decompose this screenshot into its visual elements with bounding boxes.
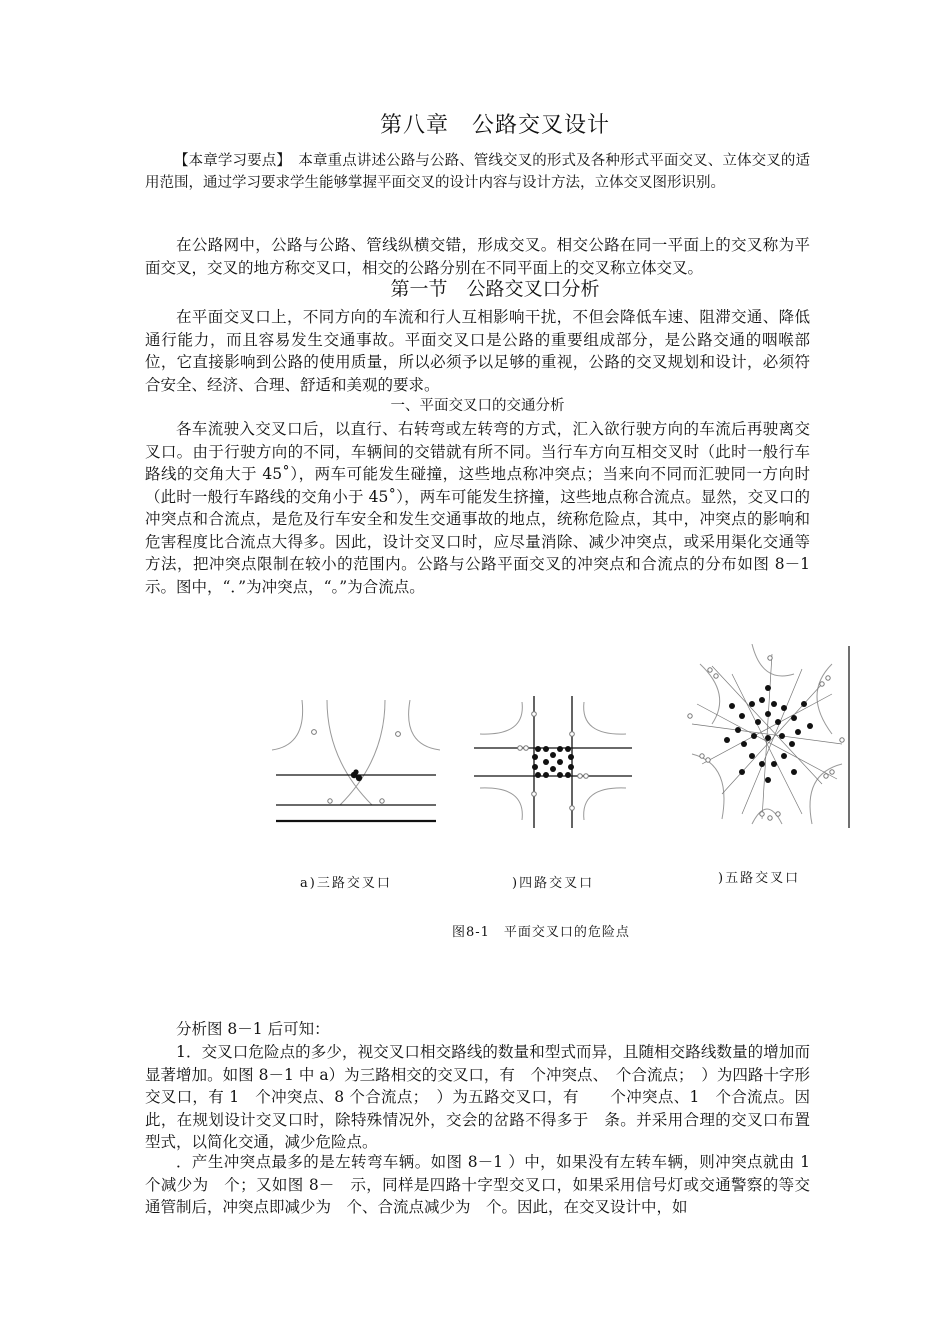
figure-caption: 图8-1 平面交叉口的危险点	[452, 925, 630, 940]
diagram-three-way-intersection	[272, 700, 440, 828]
intro-paragraph: 在公路网中，公路与公路、管线纵横交错，形成交叉。相交公路在同一平面上的交叉称为平面交叉，交叉的地方称交叉口，相交的公路分别在不同平面上的交叉称立体交叉。	[145, 236, 810, 277]
learning-points: 【本章学习要点】 本章重点讲述公路与公路、管线交叉的形式及各种形式平面交叉、立体交叉的适用范围，通过学习要求学生能够掌握平面交叉的设计内容与设计方法，立体交叉图形识别。	[145, 153, 810, 191]
diagram-five-way-intersection	[682, 644, 852, 830]
paragraph-intersection-importance: 在平面交叉口上，不同方向的车流和行人互相影响干扰，不但会降低车速、阻滞交通、降低通行能力，而且容易发生交通事故。平面交叉口是公路的重要组成部分，是公路交通的咽喉部位，它直接影响到公路的使用质量，所以必须予以足够的重视，公路的交叉规划和设计，必须符合安全、经济、合理、舒适和美观的要求。	[145, 308, 810, 394]
paragraph-point-1: 1．交叉口危险点的多少，视交叉口相交路线的数量和型式而异，且随相交路线数量的增加而显著增加。如图 8－1 中 a）为三路相交的交叉口，有 个冲突点、 个合流点； ）为四路十字形交叉口，有 1 个冲突点、8 个合流点； ）为五路交叉口，有 个冲突点、1 个合流点。因此，在规划设计交叉口时，除特殊情况外，交会的岔路不得多于 条。并采用合理的交叉口布置型式，以简化交通，减少危险点。	[145, 1043, 810, 1151]
paragraph-point-2: ．产生冲突点最多的是左转弯车辆。如图 8－1 ）中，如果没有左转车辆，则冲突点就由 1 个减少为 个；又如图 8－ 示，同样是四路十字型交叉口，如果采用信号灯或交通警察的等交通管制后，冲突点即减少为 个、合流点减少为 个。因此，在交叉设计中，如	[145, 1153, 826, 1216]
paragraph-analysis-intro: 分析图 8－1 后可知：	[176, 1020, 330, 1038]
caption-three-way: a)三路交叉口	[300, 876, 392, 891]
caption-four-way: )四路交叉口	[512, 876, 595, 891]
diagram-four-way-intersection	[474, 694, 632, 828]
subsection-heading: 一、平面交叉口的交通分析	[390, 398, 565, 414]
chapter-title: 第八章 公路交叉设计	[379, 113, 610, 138]
caption-five-way: )五路交叉口	[718, 871, 801, 886]
section-heading: 第一节 公路交叉口分析	[390, 278, 600, 300]
paragraph-traffic-analysis: 各车流驶入交叉口后，以直行、右转弯或左转弯的方式，汇入欲行驶方向的车流后再驶离交叉口。由于行驶方向的不同，车辆间的交错就有所不同。当行车方向互相交叉时（此时一般行车路线的交角大于 45˚），两车可能发生碰撞，这些地点称冲突点；当来向不同而汇驶同一方向时（此时一般行车路线的交角小于 45˚），两车可能发生挤撞，这些地点称合流点。显然，交叉口的冲突点和合流点，是危及行车安全和发生交通事故的地点，统称危险点，其中，冲突点的影响和危害程度比合流点大得多。因此，设计交叉口时，应尽量消除、减少冲突点，或采用渠化交通等方法，把冲突点限制在较小的范围内。公路与公路平面交叉的冲突点和合流点的分布如图 8－1 示。图中，“．”为冲突点，“。”为合流点。	[145, 420, 810, 596]
